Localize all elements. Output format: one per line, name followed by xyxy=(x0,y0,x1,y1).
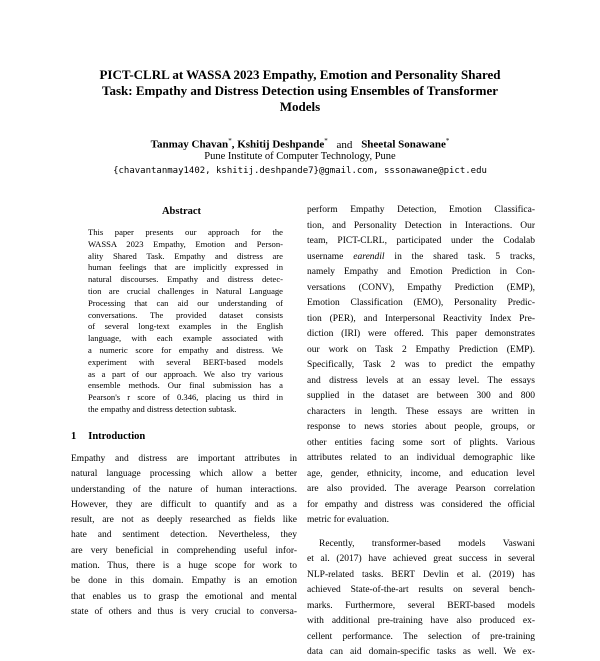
author-mark: * xyxy=(324,137,328,145)
body-line: namely Empathy and Emotion Prediction in Con- xyxy=(307,267,535,277)
body-line: NLP-related tasks. BERT Devlin et al. (2019) has xyxy=(307,569,535,580)
title-line: Task: Empathy and Distress Detection using Ensembles of Transformer xyxy=(101,83,499,98)
intro-line: hate and sentiment detection. Nevertheless, they xyxy=(71,530,297,541)
body-line: cellent performance. The selection of pre-training xyxy=(307,631,535,642)
intro-line: be done in this domain. Empathy is an emotion xyxy=(71,576,297,587)
abstract-line: This paper presents our approach for the xyxy=(88,227,283,237)
author-mark: * xyxy=(228,137,232,145)
body-line: Specifically, Task 2 was to predict the empathy xyxy=(307,360,535,370)
section-heading-introduction xyxy=(71,431,145,442)
author-name: Tanmay Chavan xyxy=(150,138,229,151)
body-line: et al. (2017) have achieved great success in several xyxy=(307,554,535,564)
title-line: Models xyxy=(279,99,321,114)
author-separator: , xyxy=(231,138,235,151)
abstract-line: tion are crucial challenges in Natural Language xyxy=(88,285,283,296)
body-line: tion, and Personality Detection in Interactions. Our xyxy=(307,220,535,231)
affiliation: Pune Institute of Computer Technology, Pune xyxy=(204,151,396,162)
body-line: diction (IRI) were offered. This paper demonstrates xyxy=(307,329,535,339)
abstract-body xyxy=(88,227,283,416)
abstract-line: of several long-text examples in the English xyxy=(88,321,283,332)
body-line: achieved State-of-the-art results on several bench- xyxy=(307,585,535,595)
intro-line: natural language processing which allow a better xyxy=(71,469,297,480)
abstract-line: ality Shared Task. Empathy and distress are xyxy=(88,250,283,261)
body-line: with additional pre-training have also produced ex- xyxy=(307,616,535,626)
body-line: Emotion Classification (EMO), Personality Predic- xyxy=(307,298,535,308)
author-mark: * xyxy=(445,137,450,145)
body-line: team, PICT-CLRL, participated under the Codalab xyxy=(307,236,535,246)
abstract-line: human feelings that are implicitly expressed in xyxy=(88,262,283,273)
body-line: supplied in the dataset are between 300 and 800 xyxy=(307,391,535,401)
author-list xyxy=(60,134,540,152)
intro-line: state of others and thus is very crucial to conversa- xyxy=(71,606,297,617)
body-line: age, gender, ethnicity, income, and education level xyxy=(307,468,535,479)
body-line: response to news stories about people, groups, or xyxy=(307,422,535,432)
body-line: perform Empathy Detection, Emotion Classifica- xyxy=(307,205,535,215)
abstract-line: the empathy and distress detection subtask. xyxy=(88,403,237,414)
body-line: metric for evaluation. xyxy=(307,515,390,525)
intro-line: result, are not as deeply researched as fields like xyxy=(71,515,297,526)
abstract-line: conversations. The provided dataset consists xyxy=(88,309,283,320)
body-line: Recently, transformer-based models Vaswani xyxy=(319,538,535,549)
body-line: are also provided. The average Pearson correlation xyxy=(307,484,535,494)
author-and: and xyxy=(336,138,353,151)
abstract-line: as a part of our approach. We also try various xyxy=(88,368,283,379)
intro-line: are very beneficial in comprehending useful infor- xyxy=(71,545,297,556)
intro-line: However, they are difficult to quantify and as a xyxy=(71,499,297,510)
abstract-line: a numeric score for empathy and distress. We xyxy=(88,344,283,355)
body-line: tion (PER), and Interpersonal Reactivity Index Pre- xyxy=(307,313,535,324)
section-number: 1 xyxy=(71,431,77,442)
author-name: Sheetal Sonawane xyxy=(361,138,446,151)
body-line: characters in length. These essays are written in xyxy=(307,406,535,417)
author-emails[interactable]: {chavantanmay1402, kshitij.deshpande7}@gmail.com, sssonawane@pict.edu xyxy=(113,166,487,176)
introduction-body xyxy=(71,452,297,620)
author-name: Kshitij Deshpande xyxy=(237,138,325,151)
section-title: Introduction xyxy=(88,431,146,442)
abstract-line: Pearson's r score of 0.346, placing us third in xyxy=(88,392,283,403)
body-line: marks. Furthermore, several BERT-based models xyxy=(307,600,535,611)
abstract-line: language, with each example associated with xyxy=(88,333,283,344)
body-line: attributes related to an individual demographic like xyxy=(307,453,535,463)
body-line: and distress levels at an essay level. The essays xyxy=(307,375,535,386)
right-column xyxy=(307,203,535,661)
body-line: username earendil in the shared task. 5 tracks, xyxy=(307,251,535,262)
intro-line: Empathy and distress are important attributes in xyxy=(71,454,297,464)
abstract-heading: Abstract xyxy=(161,206,202,217)
abstract-line: ensemble methods. Our final submission has a xyxy=(88,380,283,391)
title-line: PICT-CLRL at WASSA 2023 Empathy, Emotion and Personality Shared xyxy=(99,67,501,82)
intro-line: that enables us to grasp the emotional and mental xyxy=(71,591,297,602)
body-line: other entities facing some sort of plights. Various xyxy=(307,437,535,448)
codalab-username: earendil xyxy=(353,251,385,262)
body-line: for empathy and distress was considered the official xyxy=(307,499,535,510)
intro-line: mation. Thus, there is a huge scope for work to xyxy=(71,561,297,572)
abstract-line: experiment with several BERT-based models xyxy=(88,356,283,367)
body-line: versations (CONV), Empathy Prediction (EMP), xyxy=(307,282,535,293)
body-line: data can aid domain-specific tasks as well. We ex- xyxy=(307,647,535,657)
paragraph-gap xyxy=(307,529,535,537)
abstract-line: Processing that can aid our understanding of xyxy=(88,297,283,308)
abstract-line: natural discourses. Empathy and distress detec- xyxy=(88,274,283,285)
paper-title xyxy=(60,67,540,115)
body-line: our work on Task 2 Empathy Prediction (EMP). xyxy=(307,344,535,355)
abstract-line: WASSA 2023 Empathy, Emotion and Person- xyxy=(88,238,283,249)
intro-line: understanding of the nature of human interactions. xyxy=(71,484,297,495)
